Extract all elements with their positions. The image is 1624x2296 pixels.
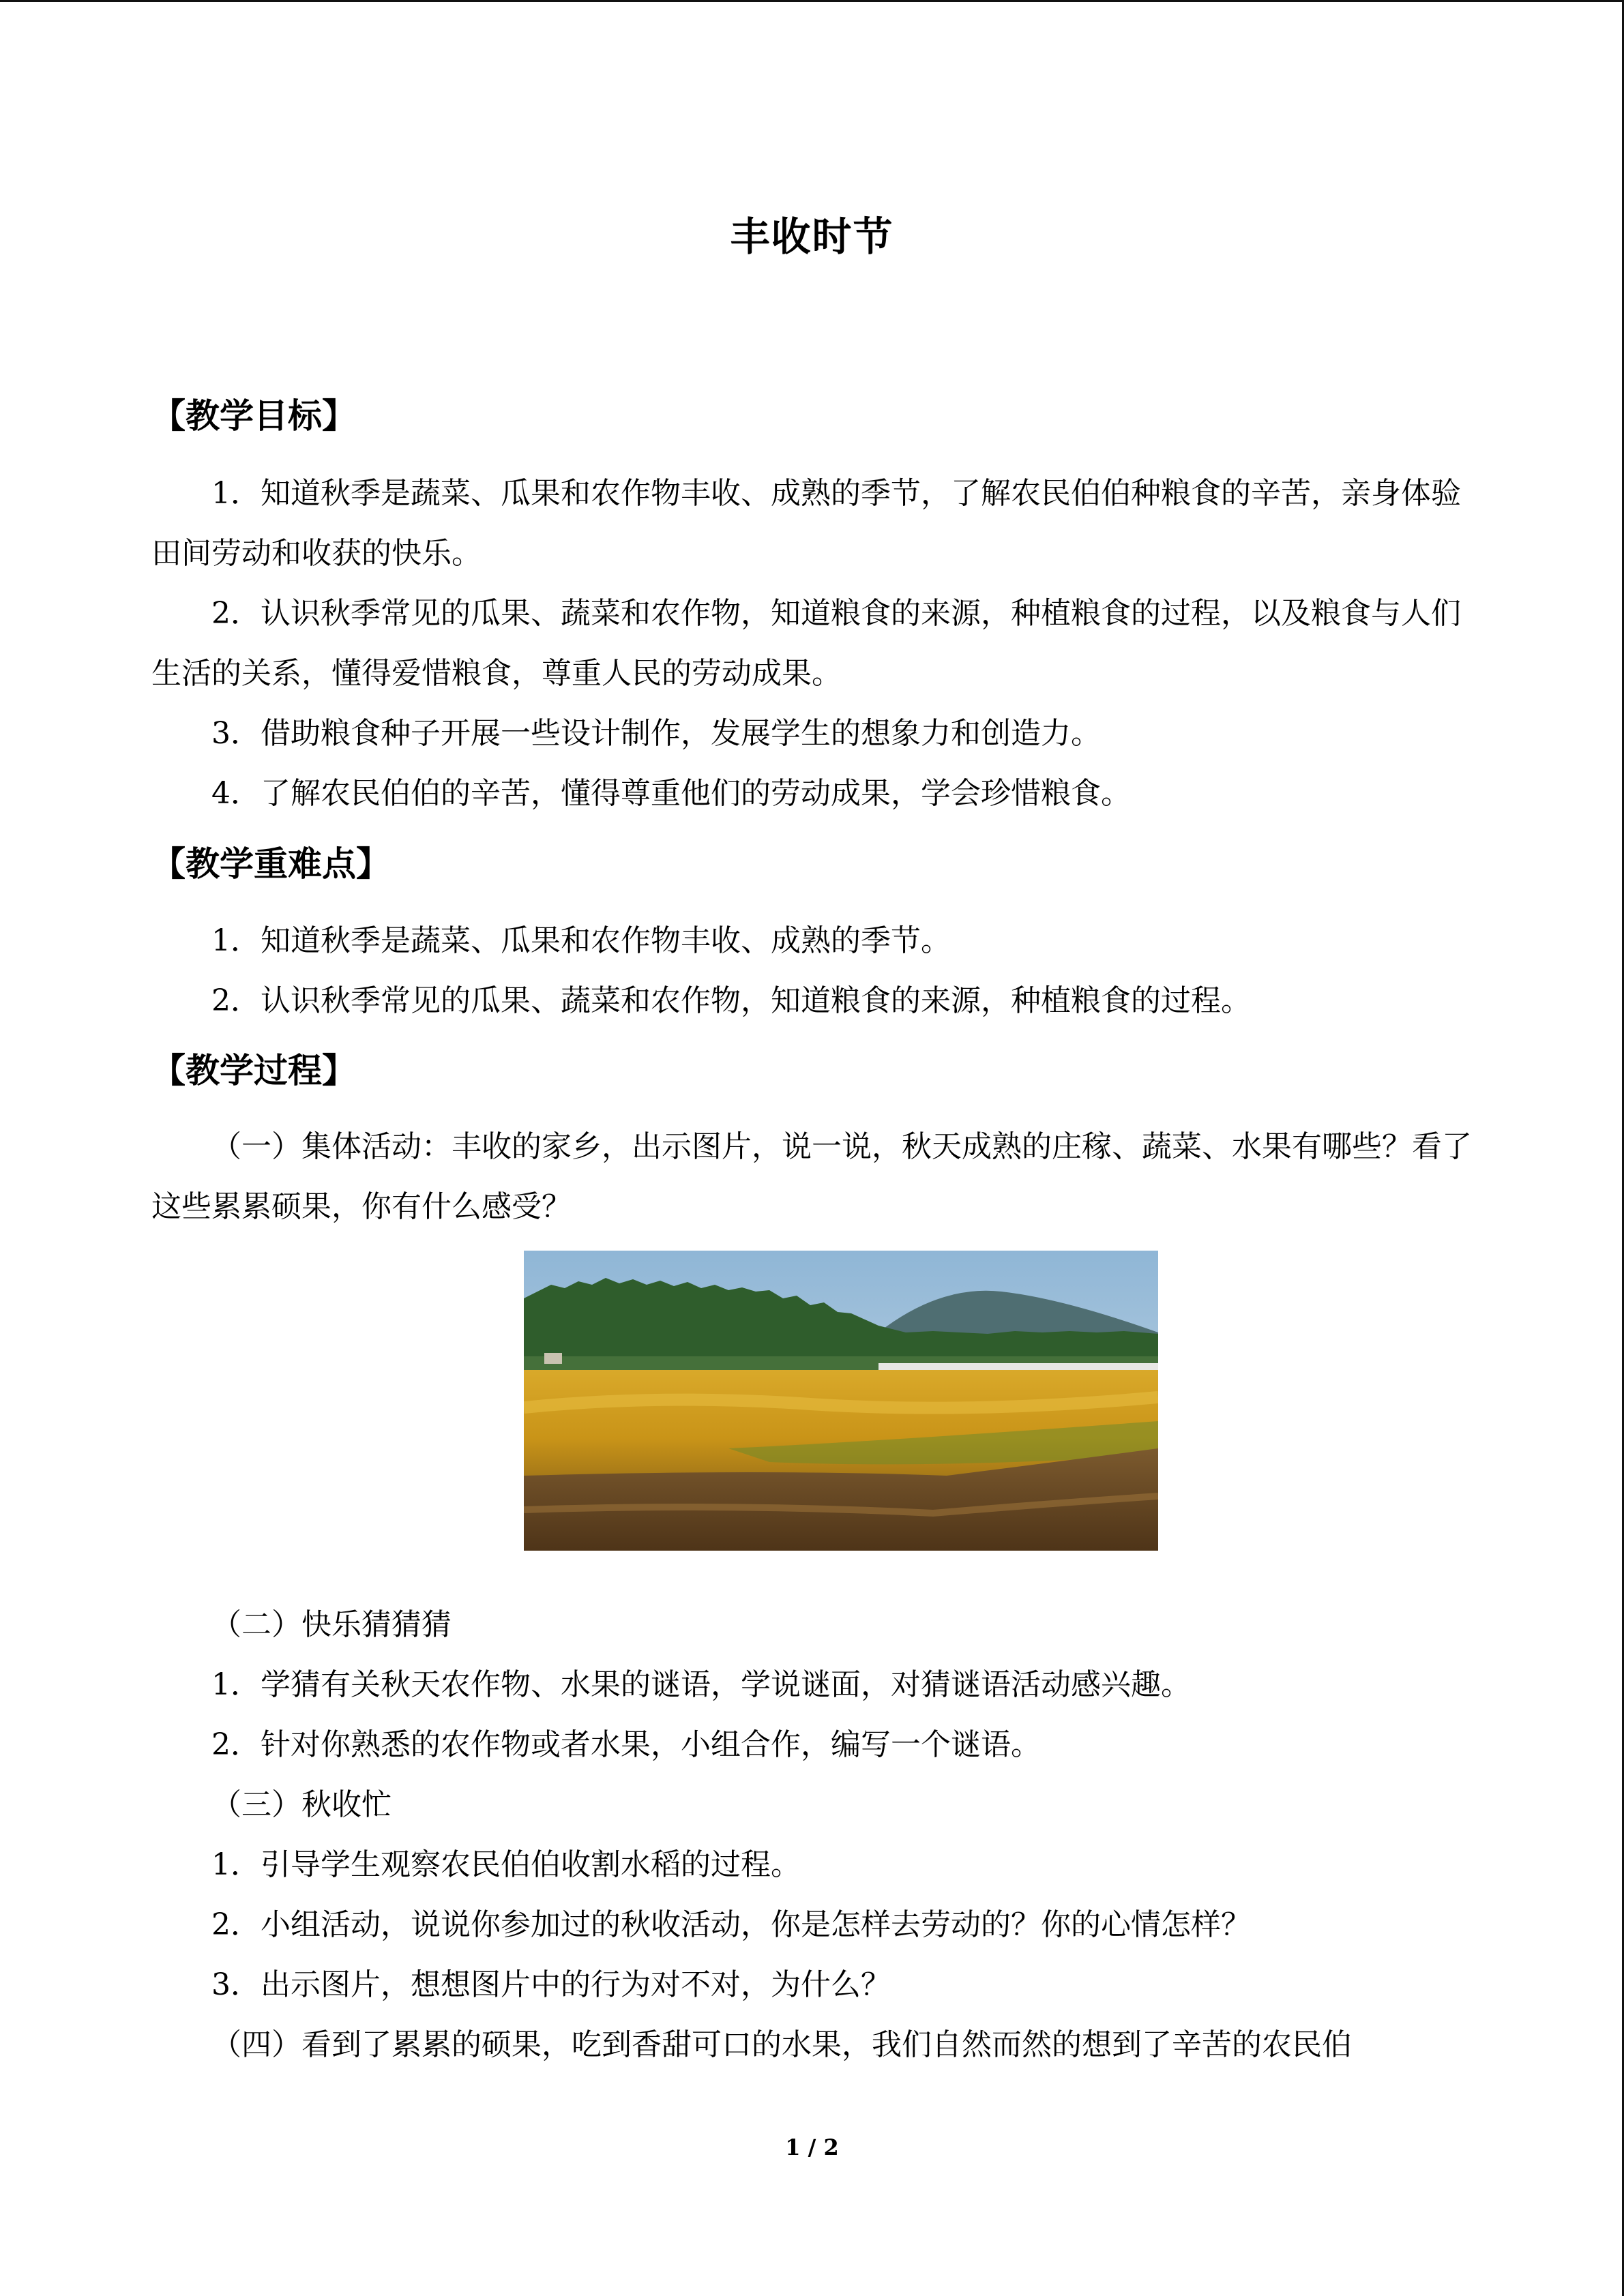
process-part3-item-1: 1．引导学生观察农民伯伯收割水稻的过程。 xyxy=(211,1847,801,1882)
process-part2-item-1: 1．学猜有关秋天农作物、水果的谜语，学说谜面，对猜谜语活动感兴趣。 xyxy=(211,1667,1191,1702)
heading-teaching-process: 【教学过程】 xyxy=(151,1051,356,1090)
process-part3-title: （三）秋收忙 xyxy=(211,1787,392,1822)
harvest-field-photo xyxy=(524,1251,1158,1551)
process-part3-item-2: 2．小组活动，说说你参加过的秋收活动，你是怎样去劳动的？你的心情怎样？ xyxy=(211,1907,1251,1942)
page-number: 1 / 2 xyxy=(785,2134,839,2160)
goal-item-3: 3．借助粮食种子开展一些设计制作，发展学生的想象力和创造力。 xyxy=(211,716,1101,751)
goal-item-4: 4．了解农民伯伯的辛苦，懂得尊重他们的劳动成果，学会珍惜粮食。 xyxy=(211,776,1131,811)
goal-item-1: 1．知道秋季是蔬菜、瓜果和农作物丰收、成熟的季节，了解农民伯伯种粮食的辛苦，亲身体验田间劳动和收获的快乐。 xyxy=(151,476,1461,571)
process-part4-text: （四）看到了累累的硕果，吃到香甜可口的水果，我们自然而然的想到了辛苦的农民伯 xyxy=(211,2027,1352,2062)
process-part2-title: （二）快乐猜猜猜 xyxy=(211,1607,452,1642)
page-border-top xyxy=(0,0,1624,2)
key-point-item-2: 2．认识秋季常见的瓜果、蔬菜和农作物，知道粮食的来源，种植粮食的过程。 xyxy=(211,983,1251,1018)
heading-key-points: 【教学重难点】 xyxy=(151,844,390,884)
process-part2-item-2: 2．针对你熟悉的农作物或者水果，小组合作，编写一个谜语。 xyxy=(211,1727,1041,1762)
heading-teaching-goals: 【教学目标】 xyxy=(151,396,356,436)
goal-item-2: 2．认识秋季常见的瓜果、蔬菜和农作物，知道粮食的来源，种植粮食的过程，以及粮食与人们生活的关系，懂得爱惜粮食，尊重人民的劳动成果。 xyxy=(151,596,1461,691)
process-part3-item-3: 3．出示图片，想想图片中的行为对不对，为什么？ xyxy=(211,1967,891,2002)
process-part1-text: （一）集体活动：丰收的家乡，出示图片，说一说，秋天成熟的庄稼、蔬菜、水果有哪些？看了这些累累硕果，你有什么感受？ xyxy=(151,1129,1472,1224)
document-title: 丰收时节 xyxy=(730,213,894,260)
key-point-item-1: 1．知道秋季是蔬菜、瓜果和农作物丰收、成熟的季节。 xyxy=(211,923,951,958)
